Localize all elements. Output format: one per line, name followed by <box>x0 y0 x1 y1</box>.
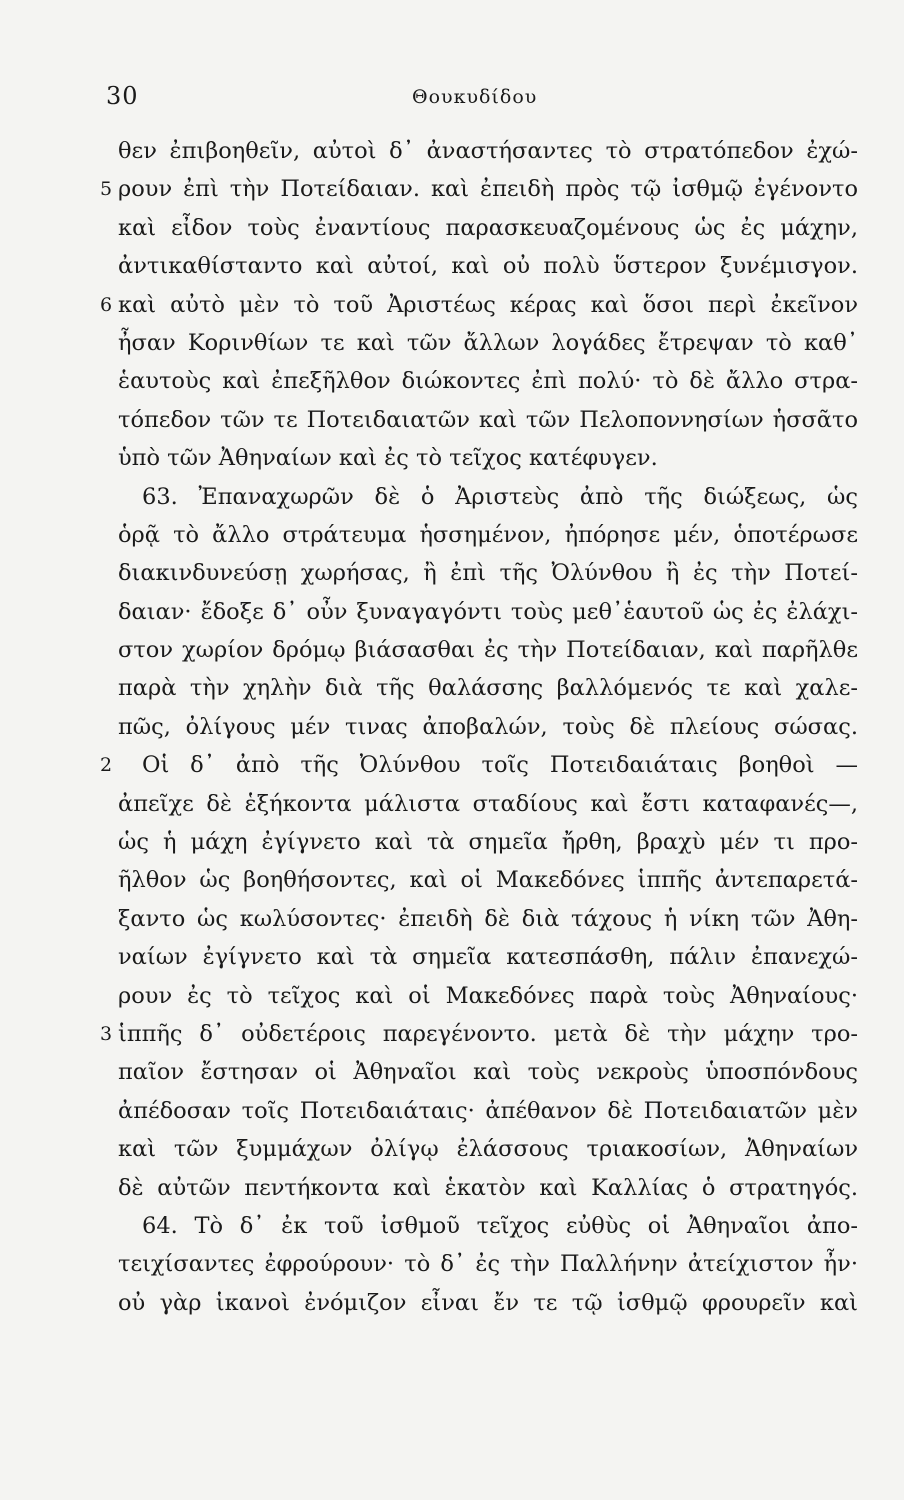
text-line: καὶ εἶδον τοὺς ἐναντίους παρασκευαζομένους ὡς ἐς μάχην, <box>118 214 858 241</box>
text-line: ἀπεῖχε δὲ ἑξήκοντα μάλιστα σταδίους καὶ ἔστι καταφανές—, <box>118 790 858 817</box>
text-line: ὁρᾷ τὸ ἄλλο στράτευμα ἡσσημένον, ἠπόρησε μέν, ὁποτέρωσε <box>118 521 858 548</box>
text-line: 63. Ἐπαναχωρῶν δὲ ὁ Ἀριστεὺς ἀπὸ τῆς διώξεως, ὡς <box>142 483 858 510</box>
text-line: οὐ γὰρ ἱκανοὶ ἐνόμιζον εἶναι ἔν τε τῷ ἰσθμῷ φρουρεῖν καὶ <box>118 1289 858 1316</box>
text-line: δαιαν· ἔδοξε δ᾽ οὖν ξυναγαγόντι τοὺς μεθ᾽ἑαυτοῦ ὡς ἐς ἐλάχι- <box>118 598 858 625</box>
text-line: καὶ αὐτὸ μὲν τὸ τοῦ Ἀριστέως κέρας καὶ ὅσοι περὶ ἐκεῖνον <box>118 291 858 318</box>
text-line: ὡς ἡ μάχη ἐγίγνετο καὶ τὰ σημεῖα ἤρθη, βραχὺ μέν τι προ- <box>118 829 858 856</box>
text-line: τόπεδον τῶν τε Ποτειδαιατῶν καὶ τῶν Πελοποννησίων ἡσσᾶτο <box>118 406 858 433</box>
text-line: διακινδυνεύσῃ χωρήσας, ἢ ἐπὶ τῆς Ὀλύνθου ἢ ἐς τὴν Ποτεί- <box>118 560 858 587</box>
section-number: 3 <box>100 1023 113 1046</box>
text-line: ὑπὸ τῶν Ἀθηναίων καὶ ἐς τὸ τεῖχος κατέφυγεν. <box>118 445 658 472</box>
text-line: ῆλθον ὡς βοηθήσοντες, καὶ οἱ Μακεδόνες ἱππῆς ἀντεπαρετά- <box>118 867 858 894</box>
text-line: παῖον ἔστησαν οἱ Ἀθηναῖοι καὶ τοὺς νεκροὺς ὑποσπόνδους <box>118 1059 858 1086</box>
text-line: ρουν ἐς τὸ τεῖχος καὶ οἱ Μακεδόνες παρὰ τοὺς Ἀθηναίους· <box>118 982 858 1009</box>
text-line: Οἱ δ᾽ ἀπὸ τῆς Ὀλύνθου τοῖς Ποτειδαιάταις βοηθοὶ — <box>142 752 858 779</box>
text-line: ἀπέδοσαν τοῖς Ποτειδαιάταις· ἀπέθανον δὲ Ποτειδαιατῶν μὲν <box>118 1097 858 1124</box>
section-number: 2 <box>100 754 113 777</box>
text-line: ναίων ἐγίγνετο καὶ τὰ σημεῖα κατεσπάσθη, πάλιν ἐπανεχώ- <box>118 944 858 971</box>
text-line: 64. Τὸ δ᾽ ἐκ τοῦ ἰσθμοῦ τεῖχος εὐθὺς οἱ Ἀθηναῖοι ἀπο- <box>142 1212 858 1239</box>
text-line: παρὰ τὴν χηλὴν διὰ τῆς θαλάσσης βαλλόμενός τε καὶ χαλε- <box>118 675 858 702</box>
text-line: ἑαυτοὺς καὶ ἐπεξῆλθον διώκοντες ἐπὶ πολύ· τὸ δὲ ἄλλο στρα- <box>118 368 858 395</box>
page-header <box>100 82 800 122</box>
text-line: ξαντο ὡς κωλύσοντες· ἐπειδὴ δὲ διὰ τάχους ἡ νίκη τῶν Ἀθη- <box>118 905 858 932</box>
text-line: θεν ἐπιβοηθεῖν, αὐτοὶ δ᾽ ἀναστήσαντες τὸ στρατόπεδον ἐχώ- <box>118 138 858 164</box>
text-line: ἀντικαθίσταντο καὶ αὐτοί, καὶ οὐ πολὺ ὕστερον ξυνέμισγον. <box>118 253 858 280</box>
running-title: Θουκυδίδου <box>412 86 538 108</box>
body-text <box>118 132 858 1322</box>
page-number: 30 <box>106 82 139 110</box>
text-line: ἦσαν Κορινθίων τε καὶ τῶν ἄλλων λογάδες ἔτρεψαν τὸ καθ᾽ <box>118 329 858 356</box>
text-line: δὲ αὐτῶν πεντήκοντα καὶ ἑκατὸν καὶ Καλλίας ὁ στρατηγός. <box>118 1174 858 1201</box>
section-number: 6 <box>100 293 113 316</box>
text-line: στον χωρίον δρόμῳ βιάσασθαι ἐς τὴν Ποτείδαιαν, καὶ παρῆλθε <box>118 637 858 664</box>
text-line: πῶς, ὀλίγους μέν τινας ἀποβαλών, τοὺς δὲ πλείους σώσας. <box>118 713 858 740</box>
text-line: τειχίσαντες ἐφρούρουν· τὸ δ᾽ ἐς τὴν Παλλήνην ἀτείχιστον ἦν· <box>118 1251 858 1278</box>
section-number: 5 <box>100 178 113 201</box>
text-line: ἱππῆς δ᾽ οὐδετέροις παρεγένοντο. μετὰ δὲ τὴν μάχην τρο- <box>118 1020 858 1047</box>
text-line: ρουν ἐπὶ τὴν Ποτείδαιαν. καὶ ἐπειδὴ πρὸς τῷ ἰσθμῷ ἐγένοντο <box>118 176 858 203</box>
text-line: καὶ τῶν ξυμμάχων ὀλίγῳ ἐλάσσους τριακοσίων, Ἀθηναίων <box>118 1136 858 1163</box>
